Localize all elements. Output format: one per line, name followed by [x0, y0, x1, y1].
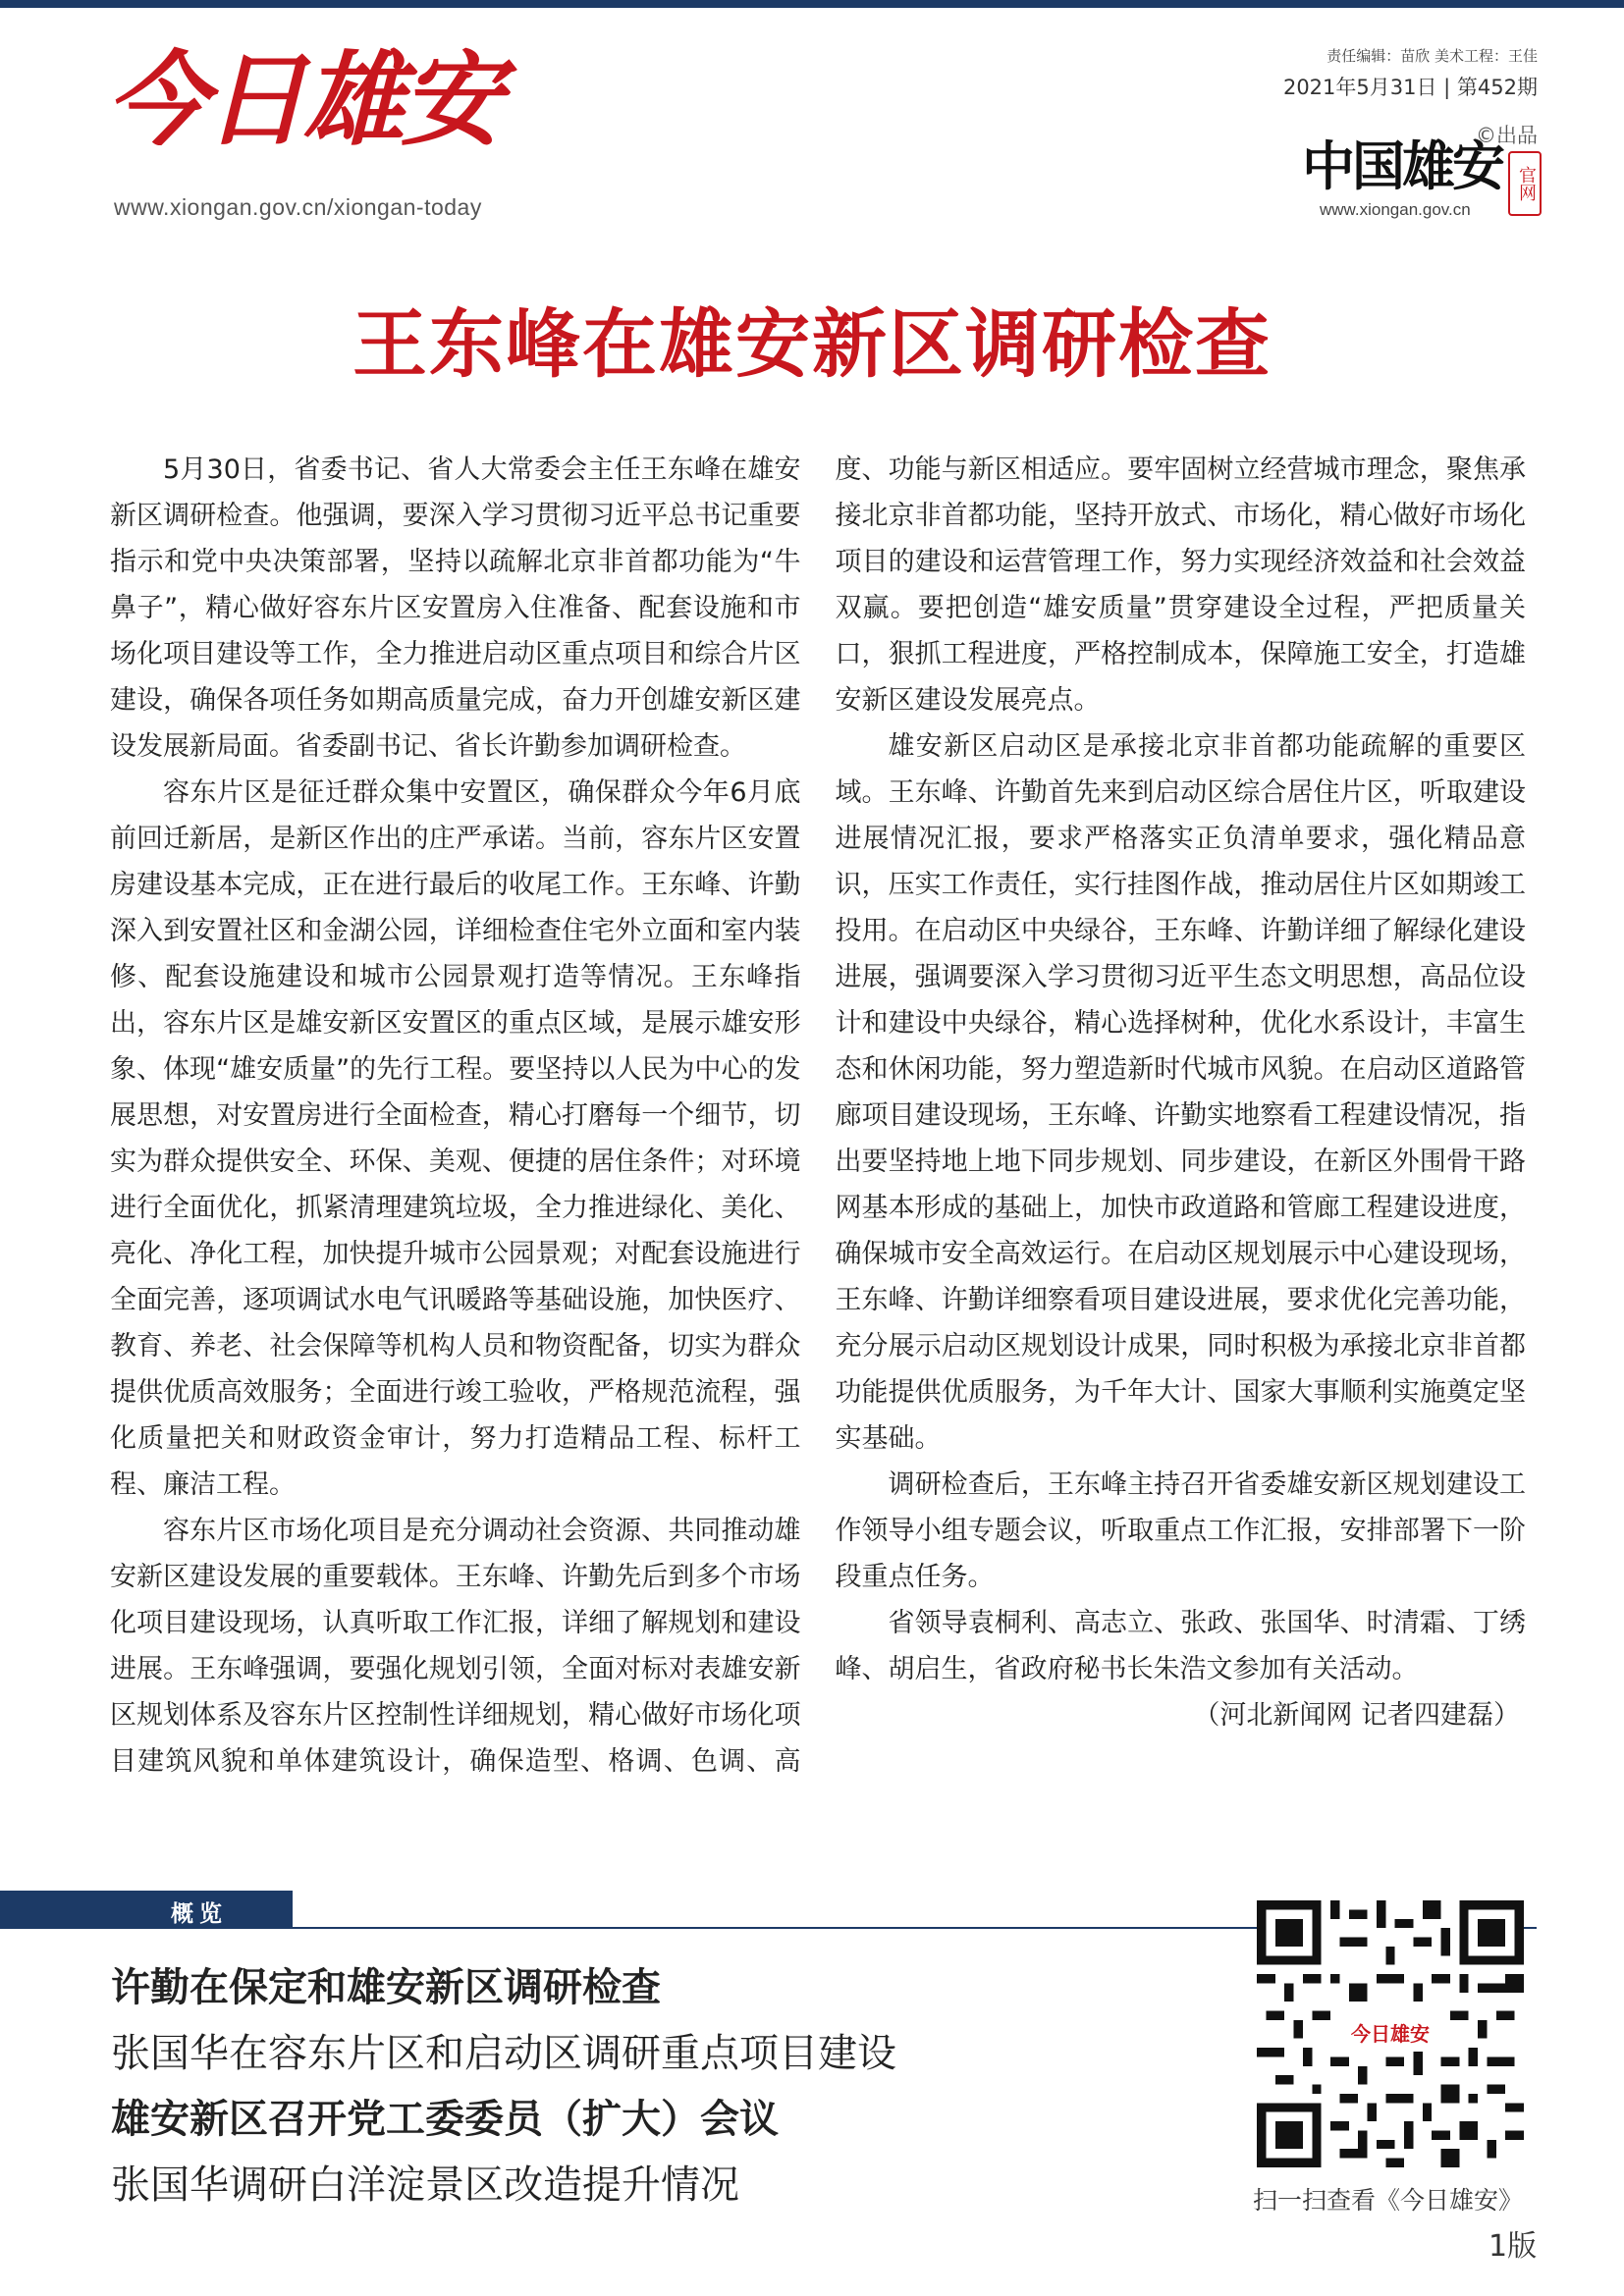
overview-section-tag	[0, 1891, 293, 1928]
article-paragraph: 容东片区是征迁群众集中安置区，确保群众今年6月底前回迁新居，是新区作出的庄严承诺。当前，容东片区安置房建设基本完成，正在进行最后的收尾工作。王东峰、许勤深入到安置社区和金湖公园，详细检查住宅外立面和室内装修、配套设施建设和城市公园景观打造等情况。王东峰指出，容东片区是雄安新区安置区的重点区域，是展示雄安形象、体现“雄安质量”的先行工程。要坚持以人民为中心的发展思想，对安置房进行全面检查，精心打磨每一个细节，切实为群众提供安全、环保、美观、便捷的居住条件；对环境进行全面优化，抓紧清理建筑垃圾，全力推进绿化、美化、亮化、净化工程，加快提升城市公园景观；对配套设施进行全面完善，逐项调试水电气讯暖路等基础设施，加快医疗、教育、养老、社会保障等机构人员和物资配备，切实为群众提供优质高效服务；全面进行竣工验收，严格规范流程，强化质量把关和财政资金审计，努力打造精品工程、标杆工程、廉洁工程。	[110, 777, 801, 1500]
article-paragraph: 5月30日，省委书记、省人大常委会主任王东峰在雄安新区调研检查。他强调，要深入学习贯彻习近平总书记重要指示和党中央决策部署，坚持以疏解北京非首都功能为“牛鼻子”，精心做好容东片区安置房入住准备、配套设施和市场化项目建设等工作，全力推进启动区重点项目和综合片区建设，确保各项任务如期高质量完成，奋力开创雄安新区建设发展新局面。省委副书记、省长许勤参加调研检查。	[110, 454, 801, 762]
article-paragraph: 调研检查后，王东峰主持召开省委雄安新区规划建设工作领导小组专题会议，听取重点工作汇报，安排部署下一阶段重点任务。	[835, 1469, 1526, 1592]
article-byline: （河北新闻网 记者四建磊）	[1193, 1700, 1520, 1731]
masthead-logo: 今日雄安	[106, 39, 500, 160]
brand-seal-icon: 官网	[1508, 151, 1542, 216]
page-number: 1版	[1489, 2229, 1538, 2264]
overview-item[interactable]: 张国华调研白洋淀景区改造提升情况	[111, 2163, 739, 2208]
overview-list	[111, 1955, 896, 2218]
produced-by-label: ©出品	[1476, 124, 1538, 147]
article-body	[110, 447, 1526, 1821]
headline: 王东峰在雄安新区调研检查	[352, 300, 1272, 388]
brand-url[interactable]: www.xiongan.gov.cn	[1320, 200, 1471, 219]
brand-logo: 中国雄安	[1302, 134, 1502, 197]
overview-item[interactable]: 雄安新区召开党工委委员（扩大）会议	[111, 2097, 779, 2142]
overview-item[interactable]: 张国华在容东片区和启动区调研重点项目建设	[111, 2031, 896, 2076]
masthead-url[interactable]: www.xiongan.gov.cn/xiongan-today	[114, 194, 482, 220]
overview-item[interactable]: 许勤在保定和雄安新区调研检查	[111, 1965, 661, 2010]
qr-center-logo: 今日雄安	[1337, 2016, 1443, 2052]
overview-tag-label: 概览	[171, 1901, 228, 1927]
article-paragraph: 雄安新区启动区是承接北京非首都功能疏解的重要区域。王东峰、许勤首先来到启动区综合居住片区，听取建设进展情况汇报，要求严格落实正负清单要求，强化精品意识，压实工作责任，实行挂图作战，推动居住片区如期竣工投用。在启动区中央绿谷，王东峰、许勤详细了解绿化建设进展，强调要深入学习贯彻习近平生态文明思想，高品位设计和建设中央绿谷，精心选择树种，优化水系设计，丰富生态和休闲功能，努力塑造新时代城市风貌。在启动区道路管廊项目建设现场，王东峰、许勤实地察看工程建设情况，指出要坚持地上地下同步规划、同步建设，在新区外围骨干路网基本形成的基础上，加快市政道路和管廊工程建设进度，确保城市安全高效运行。在启动区规划展示中心建设现场，王东峰、许勤详细察看项目建设进展，要求优化完善功能，充分展示启动区规划设计成果，同时积极为承接北京非首都功能提供优质服务，为千年大计、国家大事顺利实施奠定坚实基础。	[835, 731, 1526, 1454]
article-paragraph: 省领导袁桐利、高志立、张政、张国华、时清霜、丁绣峰、胡启生，省政府秘书长朱浩文参加有关活动。	[835, 1608, 1526, 1684]
qr-code[interactable]	[1257, 1900, 1524, 2167]
article-paragraph: 容东片区市场化项目是充分调动社会资源、共同推动雄安新区建设发展的重要载体。王东峰、许勤先后到多个市场化项目建设现场，认真听取工作汇报，详细了解规划和建设进展。王东峰强调，要强化规划引领，全面对标对表雄安新区规划体系及容东片区控制性详细规划，精心做好市场化项目建筑风貌和单体建筑设计，确保造型、格调、色调、高度、功能与新区相适应。要牢固树立经营城市理念，聚焦承接北京非首都功能，坚持开放式、市场化，精心做好市场化项目的建设和运营管理工作，努力实现经济效益和社会效益双赢。要把创造“雄安质量”贯穿建设全过程，严把质量关口，狠抓工程进度，严格控制成本，保障施工安全，打造雄安新区建设发展亮点。	[110, 454, 1526, 1777]
qr-caption: 扫一扫查看《今日雄安》	[1253, 2186, 1524, 2215]
editor-credits: 责任编辑：苗欣 美术工程：王佳	[1326, 47, 1538, 65]
top-accent-bar	[0, 0, 1624, 8]
issue-date: 2021年5月31日 | 第452期	[1282, 76, 1538, 99]
